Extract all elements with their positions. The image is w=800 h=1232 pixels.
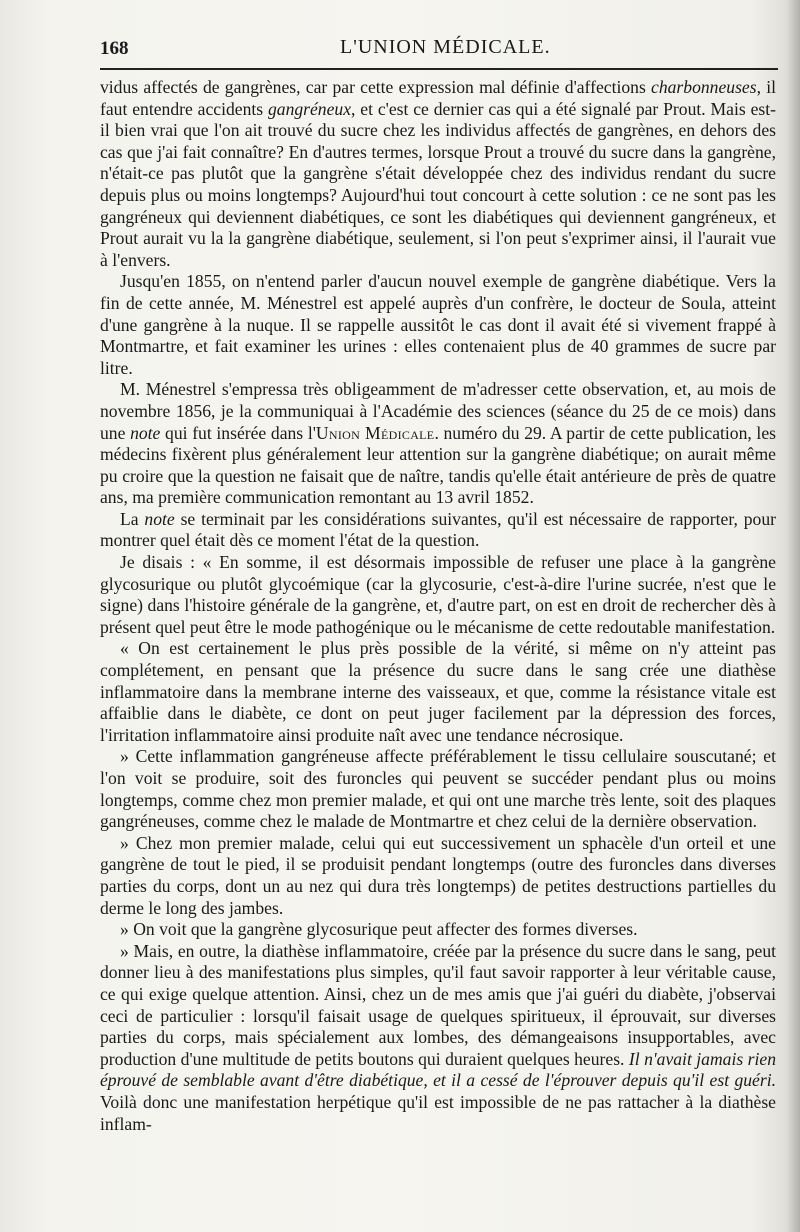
text-run: » Chez mon premier malade, celui qui eut successivement un sphacèle d'un orteil et une gangrène de tout le pied, il se produisit pendant longtemps (outre des furoncles dans diverses parties du corps, dont un au nez qui dura très longtemps) de petites destructions partielles du derme le long des jambes. xyxy=(100,832,776,918)
running-title: L'UNION MÉDICALE. xyxy=(340,36,551,58)
page-body-text xyxy=(100,77,776,1135)
text-run: vidus affectés de gangrènes, car par cette expression mal définie d'affections xyxy=(100,77,652,97)
italic-text: gangréneux xyxy=(267,98,352,119)
paragraph-p5 xyxy=(100,552,776,638)
text-run: « On est certainement le plus près possible de la vérité, si même on n'y atteint pas complétement, en pensant que la présence du sucre dans le sang crée une diathèse inflammatoire dans la membrane interne des vaisseaux, et que, comme la résistance vitale est affaiblie dans le diabète, ce dont on peut juger facilement par la dépression des forces, l'irritation inflammatoire ainsi produite naît avec une tendance nécrosique. xyxy=(100,638,776,745)
paragraph-p7 xyxy=(100,746,776,832)
paragraph-p9 xyxy=(100,919,776,941)
text-run: se terminait par les considérations suivantes, qu'il est nécessaire de rapporter, pour montrer quel était dès ce moment l'état de la question. xyxy=(100,508,776,551)
text-run: » Mais, en outre, la diathèse inflammatoire, créée par la présence du sucre dans le sang, peut donner lieu à des manifestations plus simples, qu'il faut savoir rapporter à leur véritable cause, ce qui exige quelque attention. Ainsi, chez un de mes amis que j'ai guéri du diabète, j'observai ceci de particulier : lorsqu'il faisait usage de quelques spiritueux, il éprouvait, sur diverses parties du corps, mais spécialement aux lombes, des démangeaisons insupportables, avec production d'une multitude de petits boutons qui duraient quelques heures. xyxy=(100,940,776,1069)
text-run: M. Ménestrel s'empressa très obligeamment de m'adresser cette observation, et, au mois de novembre 1856, je la communiquai à l'Académie des sciences (séance du 25 de ce mois) dans une xyxy=(100,379,776,443)
text-run: La xyxy=(120,508,145,529)
text-run: . numéro du 29. A partir de cette publication, les médecins fixèrent plus généralement leur attention sur la gangrène diabétique; on aurait même pu croire que la question ne faisait que de naître, tandis qu'elle était antérieure de près de quatre ans, ma première communication remontant au 13 avril 1852. xyxy=(100,422,776,508)
italic-text: Il n'avait jamais rien éprouvé de semblable avant d'être diabétique, et il a cessé de l'éprouver depuis qu'il est guéri. xyxy=(100,1048,776,1091)
text-run: , et c'est ce dernier cas qui a été signalé par Prout. Mais est-il bien vrai que l'on ait trouvé du sucre chez les individus affectés de gangrènes, en dehors des cas que j'ai fait connaître? En d'autres termes, lorsque Prout a trouvé du sucre dans la gangrène, n'était-ce pas plutôt que la gangrène s'était développée chez des individus rendant du sucre depuis plus ou moins longtemps? Aujourd'hui tout concourt à cette solution : ce ne sont pas les gangréneux qui deviennent diabétiques, ce sont les diabétiques qui deviennent gangréneux, et Prout aurait vu la la gangrène diabétique, seulement, si l'on peut s'exprimer ainsi, il l'aurait vue à l'envers. xyxy=(100,98,776,270)
paragraph-p6 xyxy=(100,638,776,746)
text-run: Je disais : « En somme, il est désormais impossible de refuser une place à la gangrène glycosurique ou plutôt glycoémique (car la glycosurie, c'est-à-dire l'urine sucrée, n'est que le signe) dans l'histoire générale de la gangrène, et, d'autre part, on est en droit de rechercher dès à présent quel peut être le mode pathogénique ou le mécanisme de cette redoutable manifestation. xyxy=(100,552,776,637)
paragraph-p1 xyxy=(100,77,776,271)
text-run: » Cette inflammation gangréneuse affecte préférablement le tissu cellulaire souscutané; et l'on voit se produire, soit des furoncles qui peuvent se succéder pendant plus ou moins longtemps, comme chez mon premier malade, et qui ont une marche très lente, soit des plaques gangréneuses, comme chez le malade de Montmartre et chez celui de la dernière observation. xyxy=(100,746,776,832)
italic-text: note xyxy=(130,422,161,443)
header-rule xyxy=(100,68,778,70)
paragraph-p3 xyxy=(100,379,776,509)
italic-text: note xyxy=(144,508,175,529)
page-number: 168 xyxy=(100,38,129,59)
page-header xyxy=(100,30,774,66)
text-run: qui fut insérée dans l' xyxy=(160,422,316,443)
paragraph-p8 xyxy=(100,833,776,919)
paragraph-p10 xyxy=(100,941,776,1135)
text-run: Voilà donc une manifestation herpétique qu'il est impossible de ne pas rattacher à la diathèse inflam- xyxy=(100,1091,776,1134)
paragraph-p4 xyxy=(100,509,776,552)
italic-text: charbonneuses xyxy=(651,77,757,97)
paragraph-p2 xyxy=(100,271,776,379)
page-edge-shadow xyxy=(786,0,800,1232)
text-run: Jusqu'en 1855, on n'entend parler d'aucun nouvel exemple de gangrène diabétique. Vers la fin de cette année, M. Ménestrel est appelé auprès d'un confrère, le docteur de Soula, atteint d'une gangrène à la nuque. Il se rappelle aussitôt le cas dont il avait été si vivement frappé à Montmartre, et fait examiner les urines : elles contenaient plus de 40 grammes de sucre par litre. xyxy=(100,271,776,378)
text-run: » On voit que la gangrène glycosurique peut affecter des formes diverses. xyxy=(120,919,638,940)
small-caps-text: Union Médicale xyxy=(315,422,435,443)
text-run: , il faut entendre accidents xyxy=(100,77,776,119)
